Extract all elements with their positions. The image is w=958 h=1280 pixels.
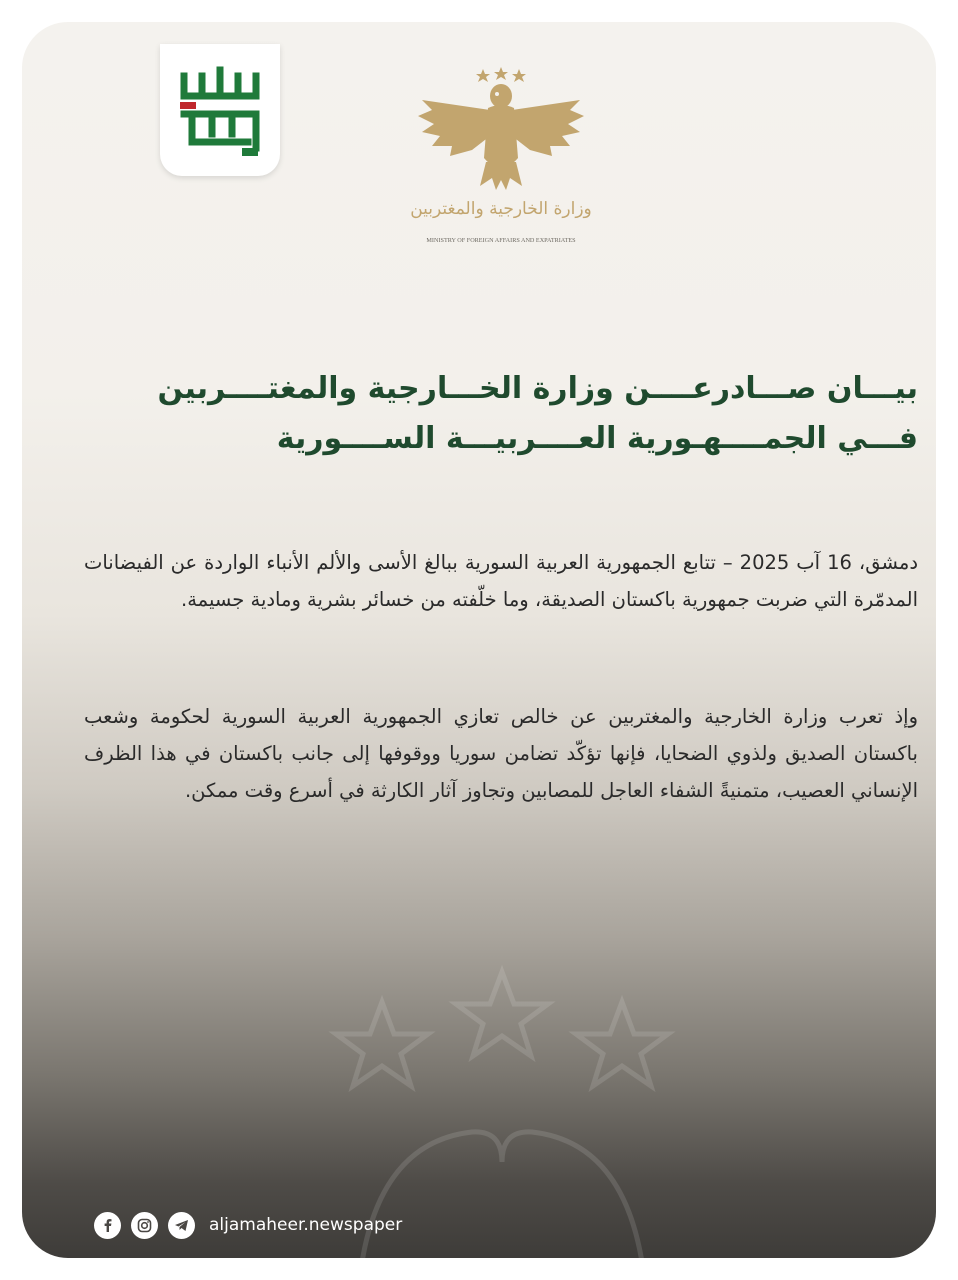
ministry-name-ar: وزارة الخارجية والمغتربين bbox=[410, 199, 592, 219]
star-icon bbox=[512, 69, 526, 82]
star-icon bbox=[494, 67, 508, 80]
telegram-icon[interactable] bbox=[168, 1212, 195, 1239]
statement-paragraph-1: دمشق، 16 آب 2025 – تتابع الجمهورية العربية السورية ببالغ الأسى والألم الأنباء الواردة عن الفيضانات المدمّرة التي ضربت جمهورية باكستان الصديقة، وما خلّفته من خسائر بشرية ومادية جسيمة. bbox=[84, 551, 919, 611]
star-icon bbox=[476, 69, 490, 82]
statement-card bbox=[22, 22, 936, 1258]
ministry-name-en: MINISTRY OF FOREIGN AFFAIRS AND EXPATRIATES bbox=[426, 237, 576, 244]
newspaper-handle[interactable]: aljamaheer.newspaper bbox=[209, 1215, 403, 1235]
star-icon bbox=[336, 1002, 428, 1086]
newspaper-logo-mark bbox=[172, 56, 268, 164]
title-line-2: فـــي الجمــــهـورية العــــربيـــة الســــورية bbox=[276, 421, 918, 456]
statement-paragraph-2: وإذ تعرب وزارة الخارجية والمغتربين عن خالص تعازي الجمهورية العربية السورية لحكومة وشعب باكستان الصديق ولذوي الضحايا، فإنها تؤكّد تضامن سوريا ووقوفها إلى جانب باكستان في هذا الظرف الإنساني العصيب، متمنيةً الشفاء العاجل للمصابين وتجاوز آثار الكارثة في أسرع وقت ممكن. bbox=[84, 705, 918, 802]
footer-social bbox=[94, 1210, 402, 1240]
star-icon bbox=[576, 1002, 668, 1086]
statement-title bbox=[82, 364, 918, 464]
ministry-emblem bbox=[410, 66, 592, 248]
newspaper-logo bbox=[160, 44, 280, 176]
title-line-1: بيـــان صـــادرعــــن وزارة الخـــارجية والمغتــــربين bbox=[157, 371, 918, 406]
star-icon bbox=[456, 972, 548, 1056]
instagram-icon[interactable] bbox=[131, 1212, 158, 1239]
facebook-icon[interactable] bbox=[94, 1212, 121, 1239]
